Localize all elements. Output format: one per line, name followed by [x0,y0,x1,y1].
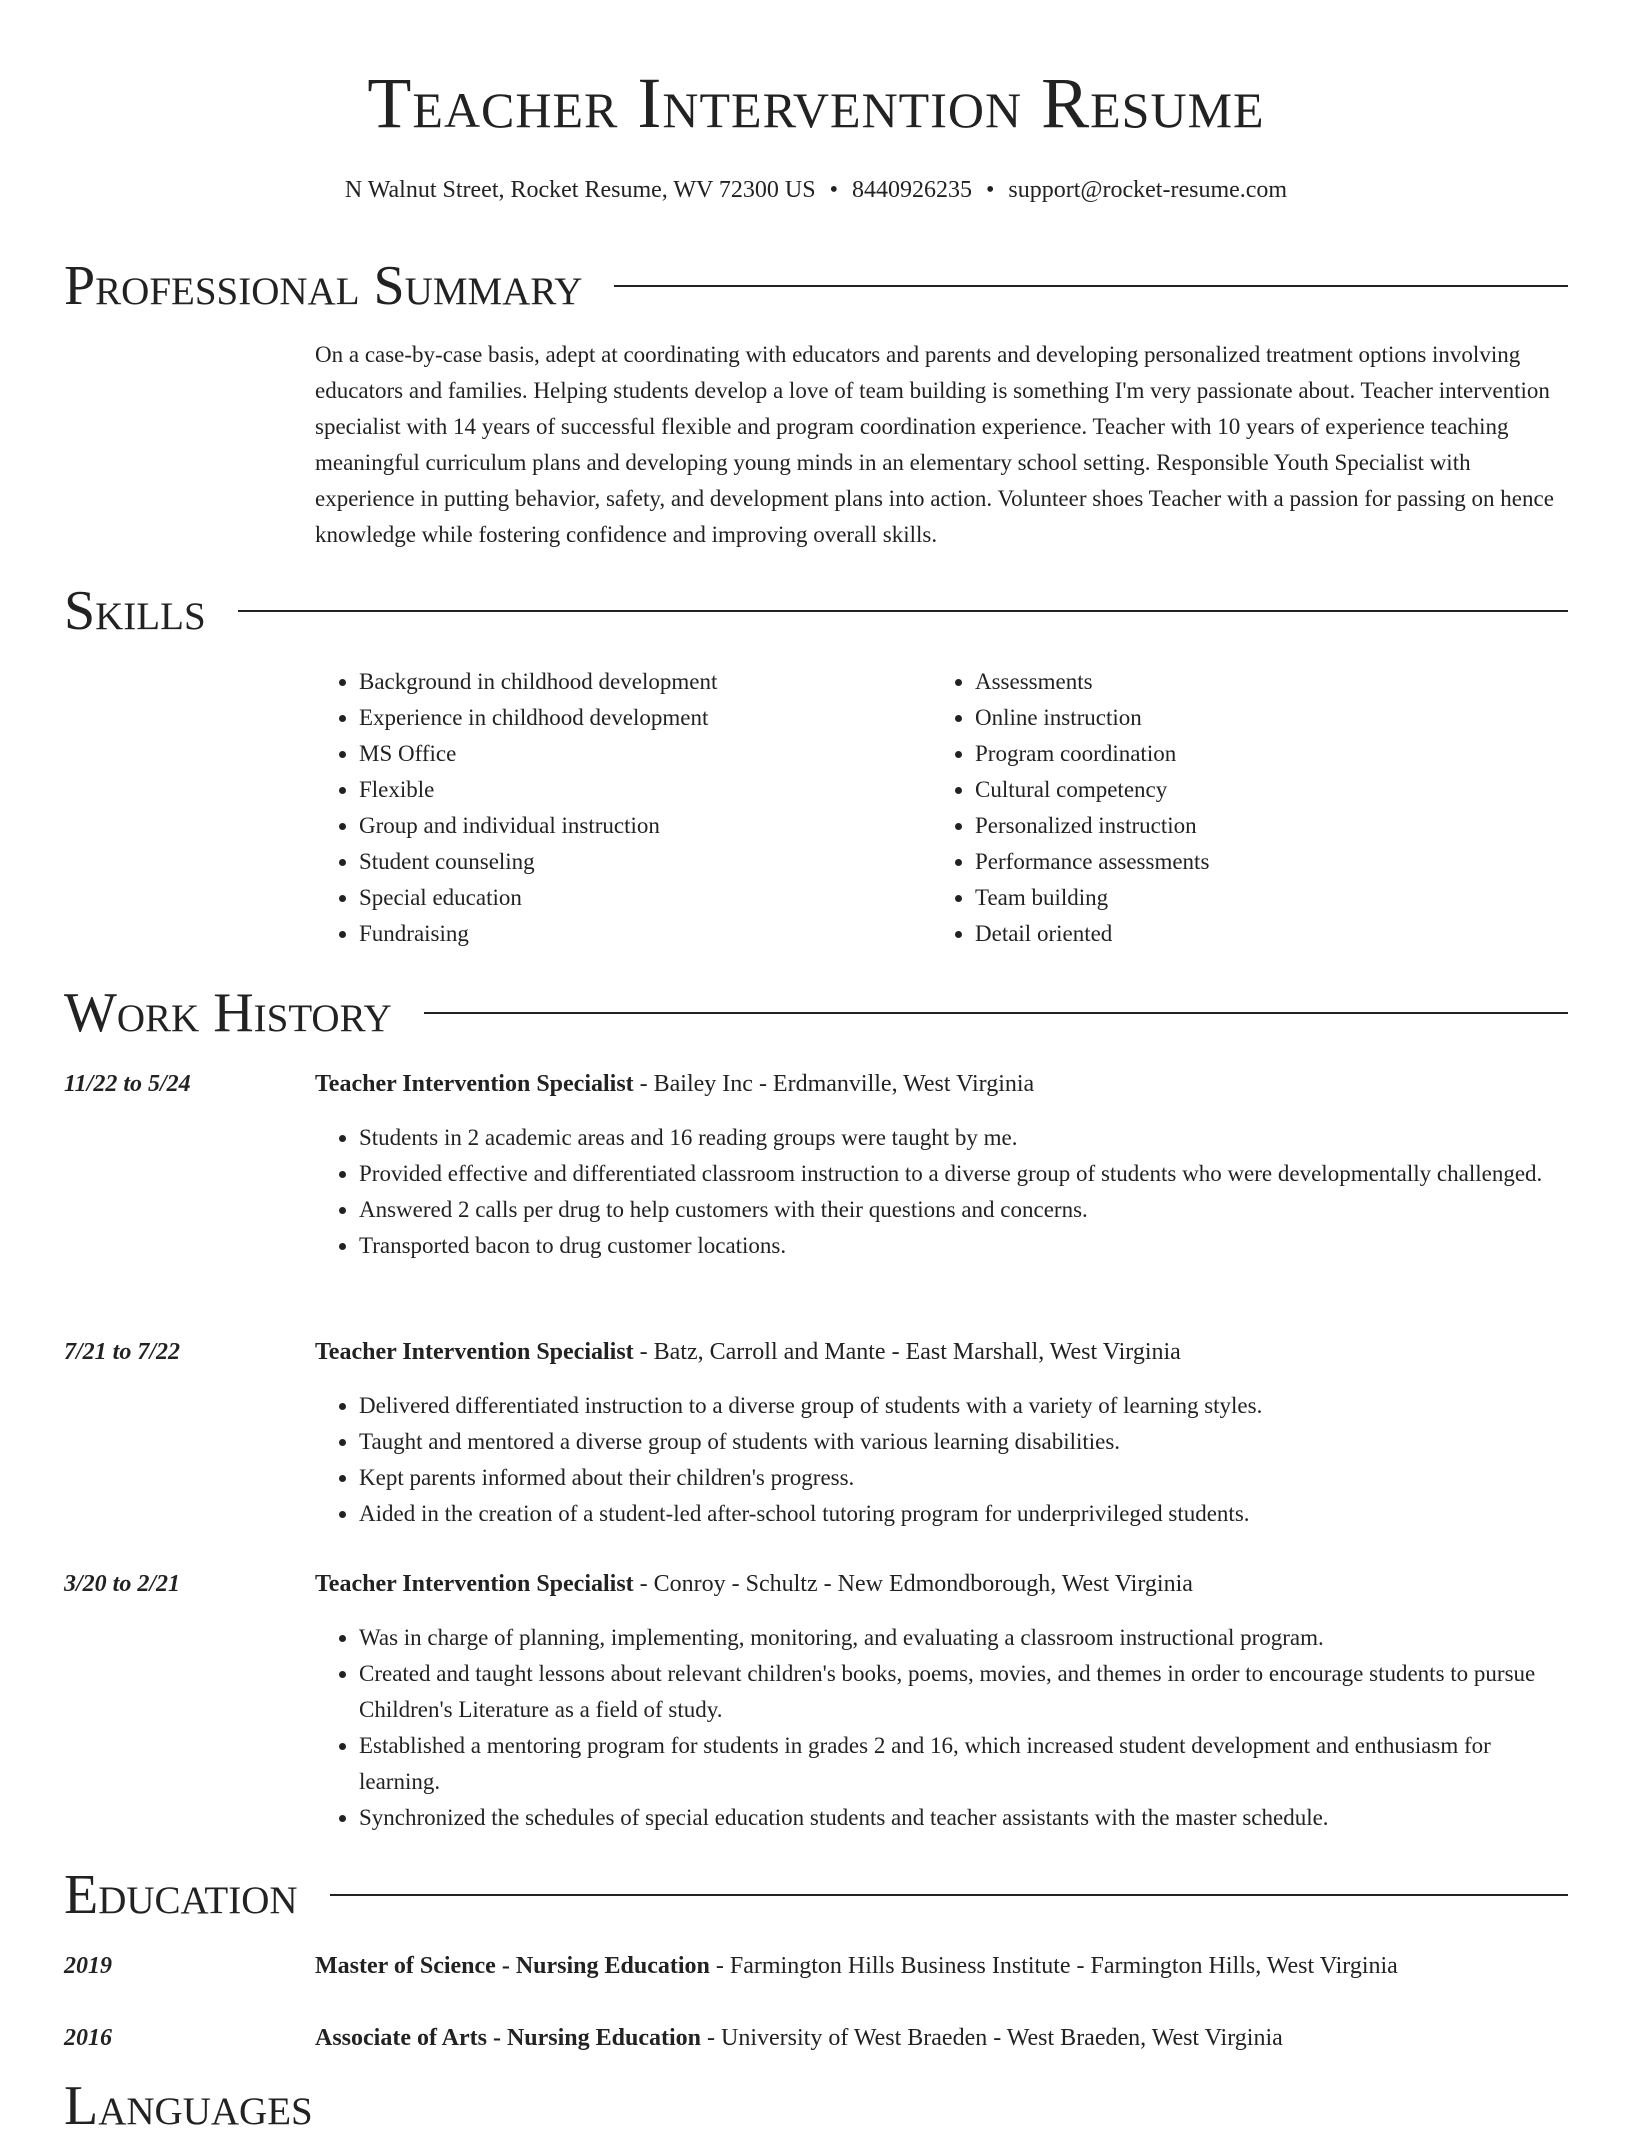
section-header-work [64,981,1568,1045]
skill-item: • Performance assessments [975,844,1209,880]
section-header-education [64,1863,1568,1927]
job-dates: 3/20 to 2/21 [64,1571,181,1597]
contact-separator: • [829,177,838,203]
job-bullet: • Created and taught lessons about relevant children's books, poems, movies, and themes in order to encourage students to pursue Children's Literature as a field of study. [359,1656,1566,1728]
contact-phone: 8440926235 [852,177,972,203]
summary-text: On a case-by-case basis, adept at coordinating with educators and parents and developing personalized treatment options involving educators and families. Helping students develop a love of team building is something I'm very passionate about. Teacher intervention specialist with 14 years of successful flexible and program coordination experience. Teacher with 10 years of experience teaching meaningful curriculum plans and developing young minds in an elementary school setting. Responsible Youth Specialist with experience in putting behavior, safety, and development plans into action. Volunteer shoes Teacher with a passion for passing on hence knowledge while fostering confidence and improving overall skills. [315,342,1554,547]
section-title-work: Work History [64,982,392,1044]
contact-line [0,174,1632,206]
job-bullet: • Students in 2 academic areas and 16 reading groups were taught by me. [359,1120,1566,1156]
job-bullet: • Provided effective and differentiated classroom instruction to a diverse group of students who were developmentally challenged. [359,1156,1566,1192]
job-bullet: • Established a mentoring program for students in grades 2 and 16, which increased student development and enthusiasm for learning. [359,1728,1566,1800]
section-title-skills: Skills [64,580,206,642]
skill-item: • Online instruction [975,700,1209,736]
job-employer: - Batz, Carroll and Mante - East Marshall, West Virginia [633,1339,1181,1365]
job-bullet: • Answered 2 calls per drug to help customers with their questions and concerns. [359,1192,1566,1228]
job-title: Teacher Intervention Specialist [315,1571,634,1597]
skill-item: • MS Office [359,736,717,772]
skill-item: • Personalized instruction [975,808,1209,844]
job-bullet: • Kept parents informed about their children's progress. [359,1460,1566,1496]
job-bullet: • Transported bacon to drug customer locations. [359,1228,1566,1264]
job-title: Teacher Intervention Specialist [315,1071,634,1097]
section-divider [424,1012,1568,1014]
education-school: - University of West Braeden - West Braeden, West Virginia [701,2025,1283,2051]
contact-address: N Walnut Street, Rocket Resume, WV 72300 US [344,177,816,203]
job-dates: 11/22 to 5/24 [64,1071,191,1097]
education-entry [315,1948,1566,1984]
section-title-education: Education [64,1864,298,1926]
skill-item: • Special education [359,880,717,916]
education-year: 2019 [64,1953,112,1979]
skill-item: • Group and individual instruction [359,808,717,844]
job-heading [315,1566,1566,1602]
job-bullet: • Delivered differentiated instruction to a diverse group of students with a variety of learning styles. [359,1388,1566,1424]
education-year: 2016 [64,2025,112,2051]
skills-list-right [931,664,1209,952]
education-entry [315,2020,1566,2056]
job-heading [315,1334,1566,1370]
section-divider [330,1894,1568,1896]
contact-separator: • [986,177,995,203]
education-school: - Farmington Hills Business Institute - Farmington Hills, West Virginia [709,1953,1398,1979]
job-bullets [315,1120,1566,1264]
job-bullet: • Was in charge of planning, implementing, monitoring, and evaluating a classroom instructional program. [359,1620,1566,1656]
job-employer: - Bailey Inc - Erdmanville, West Virginia [633,1071,1035,1097]
job-bullet: • Taught and mentored a diverse group of students with various learning disabilities. [359,1424,1566,1460]
skill-item: • Experience in childhood development [359,700,717,736]
skill-item: • Assessments [975,664,1209,700]
job-bullets [315,1388,1566,1532]
section-title-languages: Languages [64,2075,313,2137]
skill-item: • Flexible [359,772,717,808]
section-title-summary: Professional Summary [64,255,583,317]
skill-item: • Student counseling [359,844,717,880]
section-divider [238,610,1568,612]
contact-email: support@rocket-resume.com [1008,177,1288,203]
skill-item: • Cultural competency [975,772,1209,808]
resume-title: Teacher Intervention Resume [367,63,1265,143]
skill-item: • Detail oriented [975,916,1209,952]
education-degree: Master of Science - Nursing Education [315,1953,710,1979]
education-degree: Associate of Arts - Nursing Education [315,2025,702,2051]
job-heading [315,1066,1566,1102]
skill-item: • Background in childhood development [359,664,717,700]
skill-item: • Team building [975,880,1209,916]
job-employer: - Conroy - Schultz - New Edmondborough, West Virginia [633,1571,1193,1597]
skill-item: • Fundraising [359,916,717,952]
section-header-skills [64,579,1568,643]
job-bullet: • Aided in the creation of a student-led after-school tutoring program for underprivileged students. [359,1496,1566,1532]
job-title: Teacher Intervention Specialist [315,1339,634,1365]
skill-item: • Program coordination [975,736,1209,772]
job-bullets [315,1620,1566,1836]
job-bullet: • Synchronized the schedules of special education students and teacher assistants with the master schedule. [359,1800,1566,1836]
section-header-summary [64,254,1568,318]
skills-list-left [315,664,717,952]
section-divider [614,285,1568,287]
job-dates: 7/21 to 7/22 [64,1339,181,1365]
